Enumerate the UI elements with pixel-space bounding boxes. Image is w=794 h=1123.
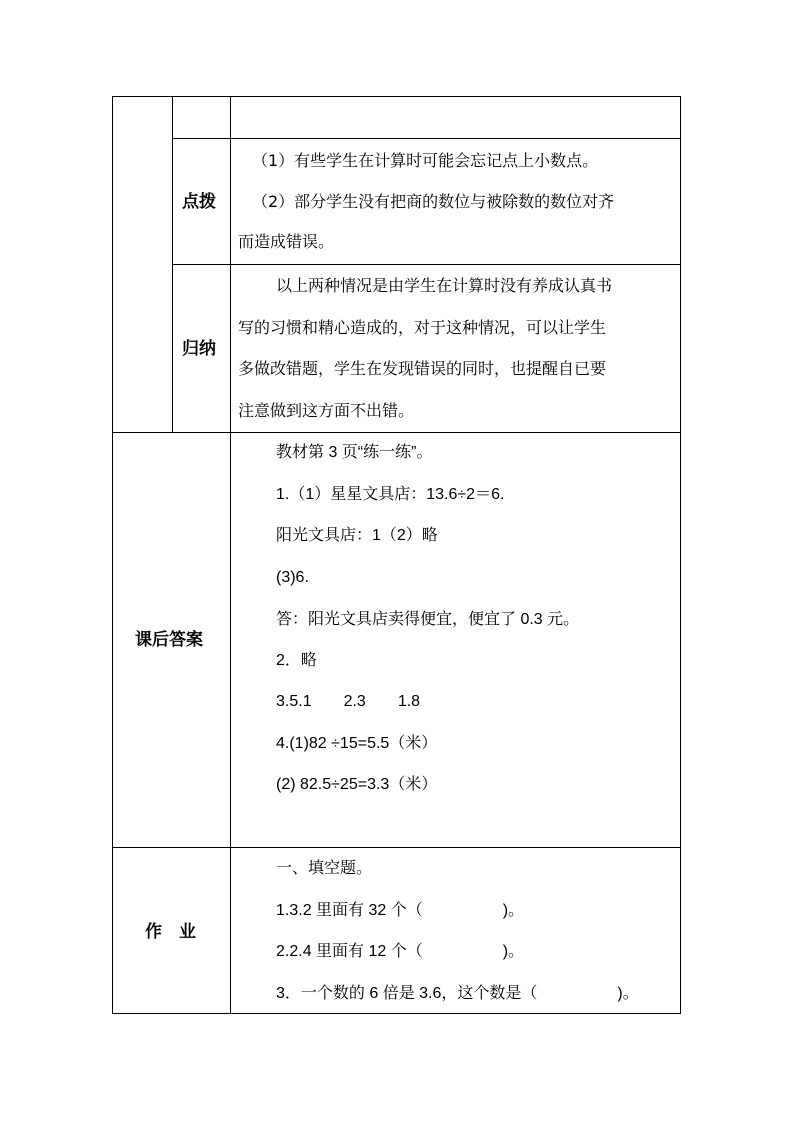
border-col2 bbox=[230, 96, 231, 1014]
homework-line-2: 1.3.2 里面有 32 个（ )。 bbox=[276, 902, 525, 919]
answers-line-2: 1.（1）星星文具店：13.6÷2＝6. bbox=[276, 486, 505, 503]
dianbo-line-1: （1）有些学生在计算时可能会忘记点上小数点。 bbox=[252, 151, 599, 170]
answers-line-3: 阳光文具店：1（2）略 bbox=[276, 527, 438, 544]
answers-line-5: 答：阳光文具店卖得便宜，便宜了 0.3 元。 bbox=[276, 611, 580, 628]
label-homework: 作 业 bbox=[145, 922, 196, 942]
border-top bbox=[112, 96, 681, 97]
answers-line-7: 3.5.1 2.3 1.8 bbox=[276, 693, 421, 710]
answers-line-1: 教材第 3 页“练一练”。 bbox=[276, 444, 433, 461]
dianbo-line-3: 而造成错误。 bbox=[238, 232, 335, 251]
border-bottom bbox=[112, 1013, 681, 1014]
label-answers: 课后答案 bbox=[135, 630, 203, 650]
guina-line-3: 多做改错题，学生在发现错误的同时，也提醒自已要 bbox=[238, 359, 607, 378]
border-right bbox=[680, 96, 681, 1014]
homework-line-3: 2.2.4 里面有 12 个（ )。 bbox=[276, 943, 525, 960]
border-left bbox=[112, 96, 113, 1014]
answers-line-4: (3)6. bbox=[276, 569, 309, 586]
border-row1 bbox=[172, 138, 681, 139]
border-row2 bbox=[172, 264, 681, 265]
guina-line-1: 以上两种情况是由学生在计算时没有养成认真书 bbox=[276, 276, 613, 295]
label-guina: 归纳 bbox=[182, 339, 216, 359]
label-dianbo: 点拨 bbox=[182, 192, 216, 212]
border-row3 bbox=[112, 432, 681, 433]
homework-line-4: 3．一个数的 6 倍是 3.6，这个数是（ )。 bbox=[276, 985, 639, 1002]
guina-line-2: 写的习惯和精心造成的，对于这种情况，可以让学生 bbox=[238, 318, 607, 337]
answers-line-9: (2) 82.5÷25=3.3（米） bbox=[276, 776, 438, 793]
guina-line-4: 注意做到这方面不出错。 bbox=[238, 401, 415, 420]
dianbo-line-2: （2）部分学生没有把商的数位与被除数的数位对齐 bbox=[252, 192, 615, 211]
border-col1 bbox=[172, 96, 173, 433]
border-row4 bbox=[112, 847, 681, 848]
answers-line-6: 2．略 bbox=[276, 652, 317, 669]
homework-line-1: 一、填空题。 bbox=[276, 860, 373, 877]
answers-line-8: 4.(1)82 ÷15=5.5（米） bbox=[276, 735, 438, 752]
